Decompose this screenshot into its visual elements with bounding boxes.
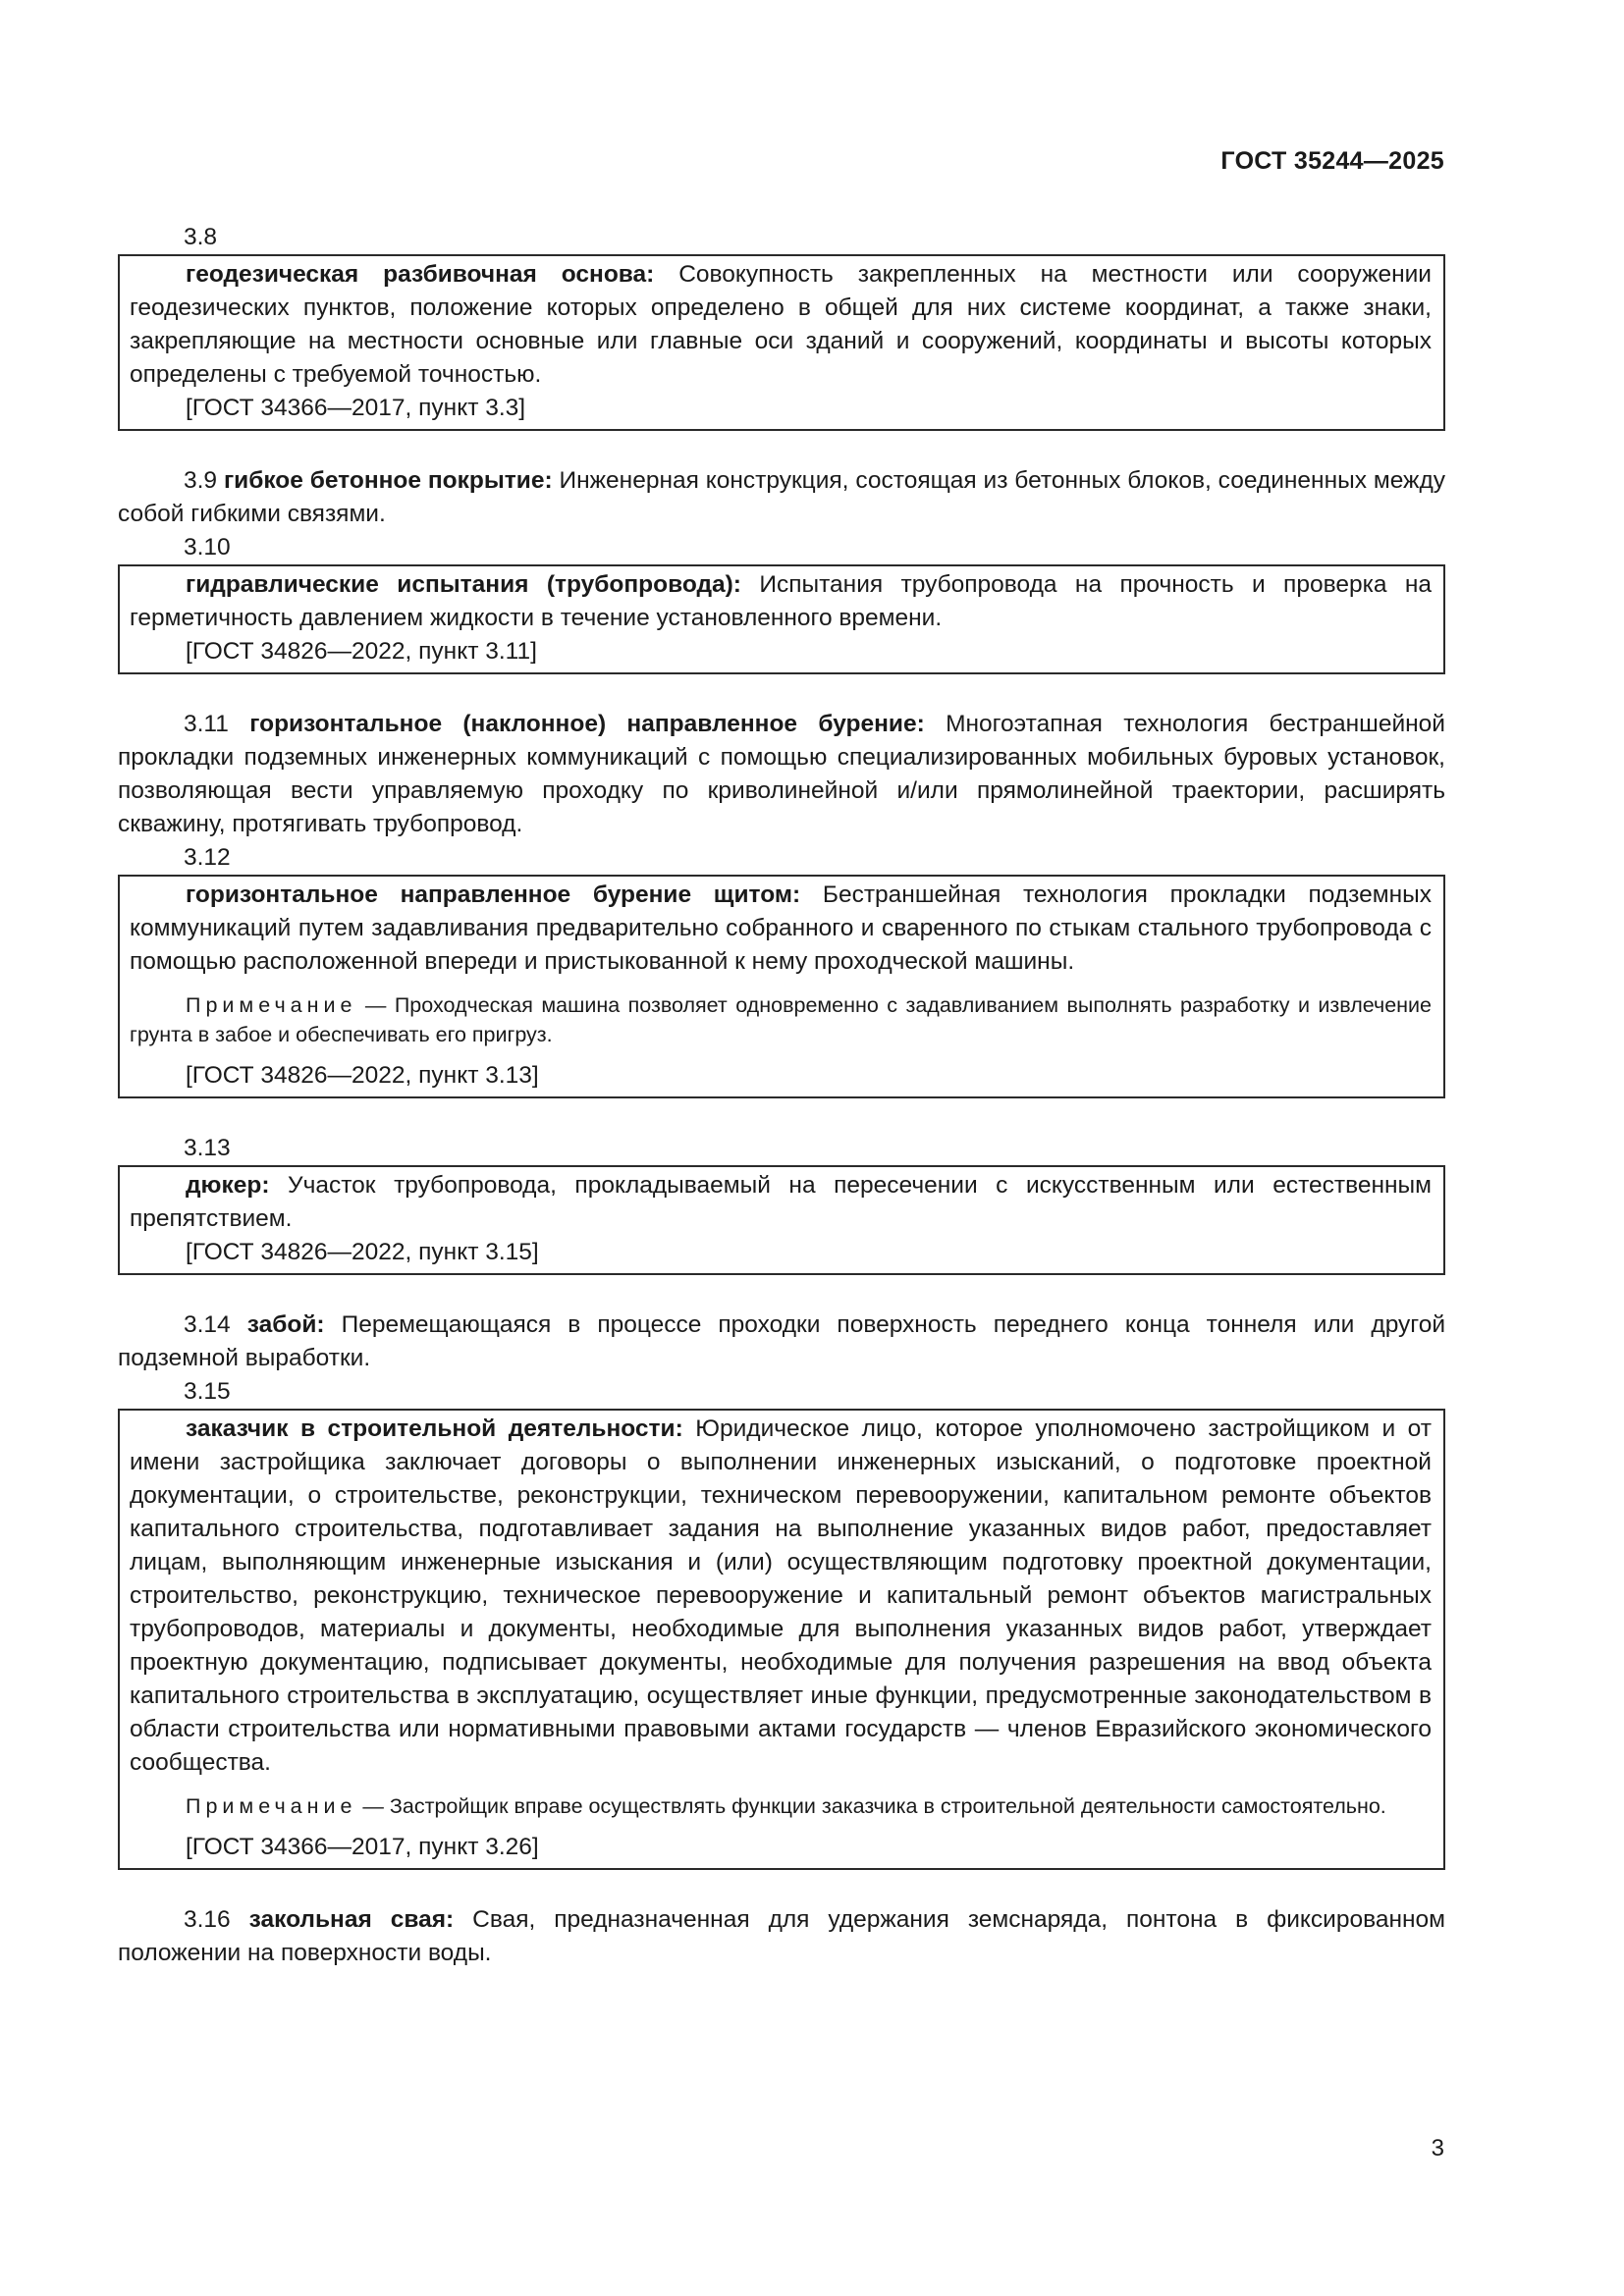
note xyxy=(130,990,1432,1049)
entry-number: 3.9 xyxy=(184,467,218,494)
term: горизонтальное направленное бурение щитом: xyxy=(186,881,801,908)
definition-text: Совокупность закрепленных на местности или сооружении геодезических пунктов, положение которых определено в общей для них системе координат, а также знаки, закрепляющие на местности основные или главные оси зданий и сооружений, координаты и высоты которых определены с требуемой точностью. xyxy=(130,261,1432,388)
definition-text: Инженерная конструкция, состоящая из бетонных блоков, соединенных между собой гибкими связями. xyxy=(118,467,1445,527)
quoted-term-box xyxy=(118,1409,1445,1870)
entry-number: 3.13 xyxy=(184,1135,231,1161)
definition-text: Перемещающаяся в процессе проходки поверхность переднего конца тоннеля или другой подземной выработки. xyxy=(118,1311,1446,1371)
entry-number: 3.15 xyxy=(184,1378,231,1405)
definition-text: Свая, предназначенная для удержания земснаряда, понтона в фиксированном положении на поверхности воды. xyxy=(118,1906,1445,1966)
entry-number: 3.14 xyxy=(184,1311,231,1338)
term-definition xyxy=(130,568,1432,635)
term-definition xyxy=(118,708,1445,841)
term-definition xyxy=(130,1413,1432,1780)
note-text: — Застройщик вправе осуществлять функции заказчика в строительной деятельности самостоятельно. xyxy=(356,1794,1386,1818)
source-reference: [ГОСТ 34826—2022, пункт 3.15] xyxy=(186,1239,539,1265)
quoted-term-box xyxy=(118,254,1445,431)
note-label: Примечание xyxy=(186,1794,357,1818)
term-definition xyxy=(118,1308,1445,1375)
entry-number: 3.10 xyxy=(184,534,231,561)
term: забой: xyxy=(246,1311,325,1338)
term: горизонтальное (наклонное) направленное бурение: xyxy=(249,711,925,737)
quoted-term-box xyxy=(118,875,1445,1098)
definition-text: Бестраншейная технология прокладки подземных коммуникаций путем задавливания предварительно собранного и сваренного по стыкам стального трубопровода с помощью расположенной впереди и пристыкованной к нему проходческой машины. xyxy=(130,881,1432,975)
page-number: 3 xyxy=(1431,2135,1444,2162)
term: закольная свая: xyxy=(248,1906,455,1933)
note-label: Примечание xyxy=(186,993,357,1017)
quoted-term-box xyxy=(118,564,1445,674)
definition-text: Юридическое лицо, которое уполномочено застройщиком и от имени застройщика заключает договоры о выполнении инженерных изысканий, о подготовке проектной документации, о строительстве, реконструкции, техническом перевооружении, капитальном ремонте объектов капитального строительства, подготавливает задания на выполнение указанных видов работ, предоставляет лицам, выполняющим инженерные изыскания и (или) осуществляющим подготовку проектной документации, строительство, реконструкцию, техническое перевооружение и капитальный ремонт объектов магистральных трубопроводов, материалы и документы, необходимые для выполнения указанных видов работ, утверждает проектную документацию, подписывает документы, необходимые для получения разрешения на ввод объекта капитального строительства в эксплуатацию, осуществляет иные функции, предусмотренные законодательством в области строительства или нормативными правовыми актами государств — членов Евразийского экономического сообщества. xyxy=(130,1415,1432,1776)
source-reference: [ГОСТ 34366—2017, пункт 3.26] xyxy=(186,1834,539,1860)
term-definition xyxy=(118,464,1445,531)
source-reference: [ГОСТ 34826—2022, пункт 3.11] xyxy=(186,638,537,665)
term: гибкое бетонное покрытие: xyxy=(223,467,553,494)
term-definition xyxy=(130,1169,1432,1236)
note xyxy=(130,1791,1432,1821)
source-reference: [ГОСТ 34366—2017, пункт 3.3] xyxy=(186,395,526,421)
definition-text: Испытания трубопровода на прочность и проверка на герметичность давлением жидкости в течение установленного времени. xyxy=(130,571,1432,631)
definition-text: Участок трубопровода, прокладываемый на пересечении с искусственным или естественным препятствием. xyxy=(130,1172,1432,1232)
note-text: — Проходческая машина позволяет одновременно с задавливанием выполнять разработку и извлечение грунта в забое и обеспечивать его пригруз. xyxy=(130,993,1432,1046)
source-reference: [ГОСТ 34826—2022, пункт 3.13] xyxy=(186,1062,539,1089)
term-definition xyxy=(130,258,1432,392)
document-designation: ГОСТ 35244—2025 xyxy=(1220,147,1444,175)
entry-number: 3.8 xyxy=(184,224,218,250)
quoted-term-box xyxy=(118,1165,1445,1275)
term-definition xyxy=(118,1903,1445,1970)
term: заказчик в строительной деятельности: xyxy=(186,1415,683,1442)
term-definition xyxy=(130,879,1432,979)
entry-number: 3.12 xyxy=(184,844,231,871)
definition-text: Многоэтапная технология бестраншейной прокладки подземных инженерных коммуникаций с помощью специализированных мобильных буровых установок, позволяющая вести управляемую проходку по криволинейной и/или прямолинейной траектории, расширять скважину, протягивать трубопровод. xyxy=(118,711,1445,837)
entry-number: 3.11 xyxy=(184,711,229,737)
terms-section xyxy=(118,221,1445,1970)
term: дюкер: xyxy=(186,1172,270,1199)
term: гидравлические испытания (трубопровода): xyxy=(186,571,741,598)
entry-number: 3.16 xyxy=(184,1906,231,1933)
term: геодезическая разбивочная основа: xyxy=(186,261,655,288)
